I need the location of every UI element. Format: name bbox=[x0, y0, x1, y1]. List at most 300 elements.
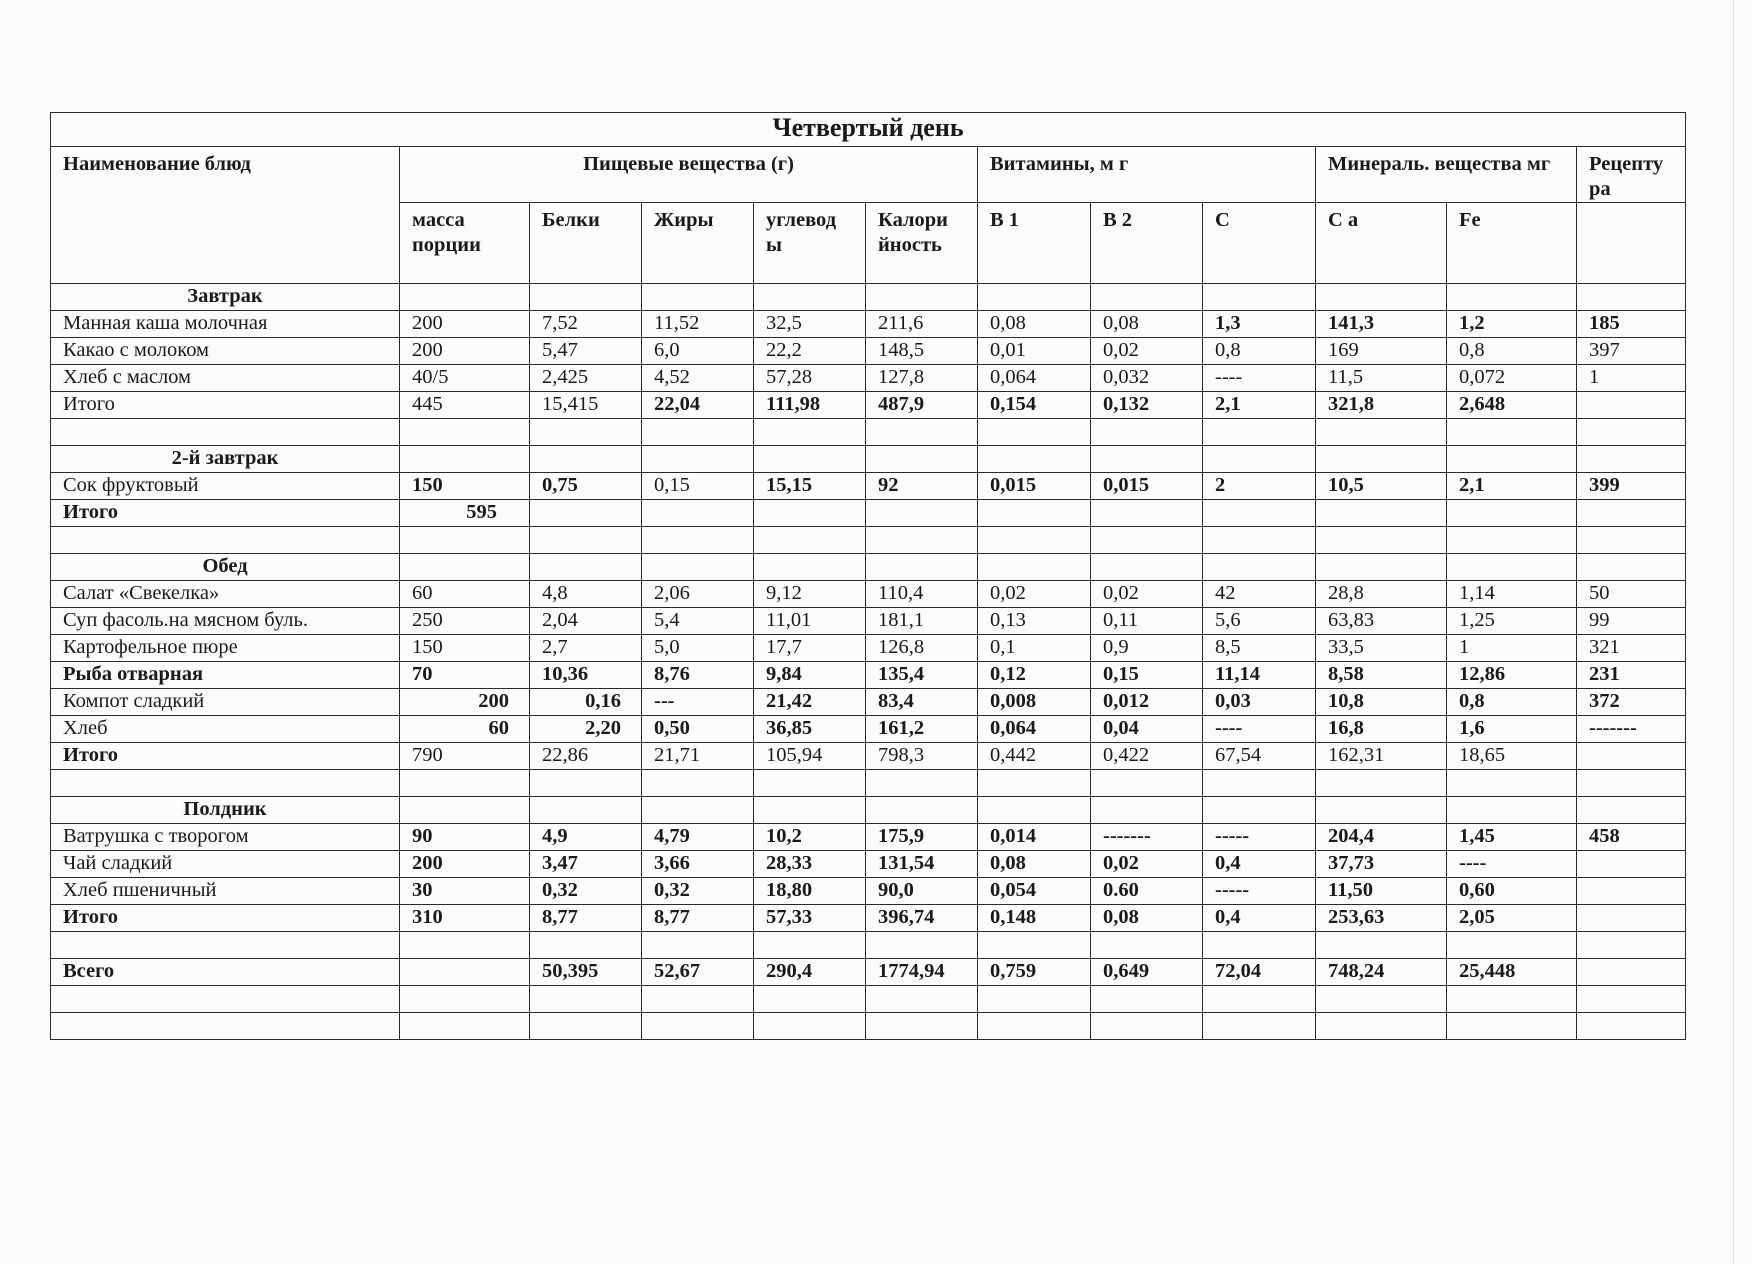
cell-c: 0,4 bbox=[1203, 905, 1316, 932]
header-nutrients: Пищевые вещества (г) bbox=[400, 147, 978, 203]
cell-carbs: 111,98 bbox=[754, 392, 866, 419]
table-row bbox=[51, 500, 1686, 527]
header-fe: Fe bbox=[1447, 203, 1577, 284]
cell-protein: 0,16 bbox=[530, 689, 642, 716]
cell-b2 bbox=[1091, 500, 1203, 527]
total-mass bbox=[400, 959, 530, 986]
cell-ca: 253,63 bbox=[1316, 905, 1447, 932]
empty-cell bbox=[1203, 554, 1316, 581]
empty-cell bbox=[1577, 284, 1686, 311]
empty-cell bbox=[1091, 770, 1203, 797]
cell-carbs: 17,7 bbox=[754, 635, 866, 662]
header-row-main bbox=[51, 147, 1686, 203]
cell-b1: 0,442 bbox=[978, 743, 1091, 770]
empty-cell bbox=[1577, 1013, 1686, 1040]
empty-cell bbox=[1203, 284, 1316, 311]
cell-carbs: 36,85 bbox=[754, 716, 866, 743]
header-protein: Белки bbox=[530, 203, 642, 284]
cell-mass: 200 bbox=[400, 851, 530, 878]
empty-cell bbox=[1447, 527, 1577, 554]
empty-cell bbox=[1577, 797, 1686, 824]
empty-cell bbox=[1203, 446, 1316, 473]
cell-name: Какао с молоком bbox=[51, 338, 400, 365]
empty-cell bbox=[1316, 446, 1447, 473]
cell-b1: 0,008 bbox=[978, 689, 1091, 716]
cell-kcal: 211,6 bbox=[866, 311, 978, 338]
section-title: Полдник bbox=[51, 797, 400, 824]
cell-fat: 5,4 bbox=[642, 608, 754, 635]
cell-fe: 1 bbox=[1447, 635, 1577, 662]
cell-name: Ватрушка с творогом bbox=[51, 824, 400, 851]
empty-cell bbox=[642, 797, 754, 824]
cell-recipe: 99 bbox=[1577, 608, 1686, 635]
cell-c: 0,8 bbox=[1203, 338, 1316, 365]
empty-cell bbox=[1091, 932, 1203, 959]
empty-cell bbox=[642, 1013, 754, 1040]
empty-cell bbox=[1577, 446, 1686, 473]
cell-fe: 12,86 bbox=[1447, 662, 1577, 689]
empty-cell bbox=[1577, 986, 1686, 1013]
cell-ca: 11,50 bbox=[1316, 878, 1447, 905]
empty-cell bbox=[51, 932, 400, 959]
cell-fe: 0,8 bbox=[1447, 338, 1577, 365]
cell-b1: 0,12 bbox=[978, 662, 1091, 689]
cell-kcal: 126,8 bbox=[866, 635, 978, 662]
empty-cell bbox=[1203, 986, 1316, 1013]
empty-cell bbox=[400, 770, 530, 797]
cell-fat bbox=[642, 500, 754, 527]
cell-fe: 1,14 bbox=[1447, 581, 1577, 608]
section-header-row bbox=[51, 554, 1686, 581]
empty-cell bbox=[530, 527, 642, 554]
empty-cell bbox=[400, 419, 530, 446]
cell-protein: 3,47 bbox=[530, 851, 642, 878]
cell-b1: 0,064 bbox=[978, 365, 1091, 392]
cell-b1: 0,08 bbox=[978, 851, 1091, 878]
empty-cell bbox=[530, 1013, 642, 1040]
empty-cell bbox=[1316, 419, 1447, 446]
cell-name: Суп фасоль.на мясном буль. bbox=[51, 608, 400, 635]
empty-cell bbox=[530, 419, 642, 446]
empty-cell bbox=[978, 554, 1091, 581]
cell-c: 2,1 bbox=[1203, 392, 1316, 419]
cell-b1: 0,064 bbox=[978, 716, 1091, 743]
section-title: 2-й завтрак bbox=[51, 446, 400, 473]
cell-fe: 2,1 bbox=[1447, 473, 1577, 500]
empty-cell bbox=[1316, 770, 1447, 797]
empty-cell bbox=[51, 1013, 400, 1040]
cell-mass: 60 bbox=[400, 581, 530, 608]
cell-protein: 2,04 bbox=[530, 608, 642, 635]
total-recipe bbox=[1577, 959, 1686, 986]
nutrition-table bbox=[50, 112, 1686, 1040]
empty-cell bbox=[1447, 446, 1577, 473]
table-row bbox=[51, 824, 1686, 851]
cell-fe: 2,648 bbox=[1447, 392, 1577, 419]
cell-mass: 40/5 bbox=[400, 365, 530, 392]
cell-recipe bbox=[1577, 500, 1686, 527]
cell-kcal: 175,9 bbox=[866, 824, 978, 851]
cell-mass: 250 bbox=[400, 608, 530, 635]
empty-cell bbox=[1316, 932, 1447, 959]
empty-cell bbox=[530, 770, 642, 797]
cell-c: ---- bbox=[1203, 716, 1316, 743]
empty-cell bbox=[1316, 1013, 1447, 1040]
cell-recipe: 231 bbox=[1577, 662, 1686, 689]
cell-recipe: 372 bbox=[1577, 689, 1686, 716]
cell-protein: 10,36 bbox=[530, 662, 642, 689]
empty-cell bbox=[866, 1013, 978, 1040]
empty-cell bbox=[400, 1013, 530, 1040]
empty-cell bbox=[1091, 1013, 1203, 1040]
cell-kcal: 92 bbox=[866, 473, 978, 500]
cell-mass: 310 bbox=[400, 905, 530, 932]
cell-kcal: 181,1 bbox=[866, 608, 978, 635]
cell-kcal: 161,2 bbox=[866, 716, 978, 743]
total-c: 72,04 bbox=[1203, 959, 1316, 986]
cell-fat: 8,77 bbox=[642, 905, 754, 932]
table-row bbox=[51, 392, 1686, 419]
cell-recipe: 399 bbox=[1577, 473, 1686, 500]
cell-ca: 10,8 bbox=[1316, 689, 1447, 716]
cell-mass: 445 bbox=[400, 392, 530, 419]
cell-kcal: 148,5 bbox=[866, 338, 978, 365]
header-c: С bbox=[1203, 203, 1316, 284]
empty-cell bbox=[754, 527, 866, 554]
cell-fat: 0,15 bbox=[642, 473, 754, 500]
empty-cell bbox=[530, 797, 642, 824]
cell-mass: 790 bbox=[400, 743, 530, 770]
cell-carbs: 105,94 bbox=[754, 743, 866, 770]
cell-protein: 2,20 bbox=[530, 716, 642, 743]
cell-ca: 10,5 bbox=[1316, 473, 1447, 500]
cell-ca bbox=[1316, 500, 1447, 527]
cell-protein: 5,47 bbox=[530, 338, 642, 365]
empty-cell bbox=[1447, 932, 1577, 959]
empty-cell bbox=[978, 284, 1091, 311]
cell-fe: 0,8 bbox=[1447, 689, 1577, 716]
cell-name: Хлеб bbox=[51, 716, 400, 743]
header-ca: С а bbox=[1316, 203, 1447, 284]
cell-ca: 37,73 bbox=[1316, 851, 1447, 878]
cell-fe: 18,65 bbox=[1447, 743, 1577, 770]
cell-fe: 2,05 bbox=[1447, 905, 1577, 932]
table-row bbox=[51, 608, 1686, 635]
cell-fe: 1,2 bbox=[1447, 311, 1577, 338]
empty-cell bbox=[1091, 284, 1203, 311]
section-header-row bbox=[51, 284, 1686, 311]
header-minerals: Минераль. вещества мг bbox=[1316, 147, 1577, 203]
cell-kcal: 396,74 bbox=[866, 905, 978, 932]
cell-c: 1,3 bbox=[1203, 311, 1316, 338]
cell-recipe bbox=[1577, 851, 1686, 878]
cell-b2: 0,9 bbox=[1091, 635, 1203, 662]
cell-ca: 11,5 bbox=[1316, 365, 1447, 392]
empty-cell bbox=[400, 446, 530, 473]
cell-fat: 4,79 bbox=[642, 824, 754, 851]
cell-protein: 4,8 bbox=[530, 581, 642, 608]
empty-cell bbox=[1447, 419, 1577, 446]
cell-name: Итого bbox=[51, 905, 400, 932]
spacer-row bbox=[51, 770, 1686, 797]
empty-cell bbox=[1203, 770, 1316, 797]
empty-cell bbox=[51, 770, 400, 797]
cell-c: 0,03 bbox=[1203, 689, 1316, 716]
empty-cell bbox=[1577, 419, 1686, 446]
cell-b2: 0,422 bbox=[1091, 743, 1203, 770]
cell-fe: 0,072 bbox=[1447, 365, 1577, 392]
section-header-row bbox=[51, 797, 1686, 824]
empty-cell bbox=[642, 284, 754, 311]
header-calories: Калори йность bbox=[866, 203, 978, 284]
cell-fat: 0,50 bbox=[642, 716, 754, 743]
header-fat: Жиры bbox=[642, 203, 754, 284]
empty-cell bbox=[978, 986, 1091, 1013]
cell-carbs: 28,33 bbox=[754, 851, 866, 878]
cell-fe: 1,45 bbox=[1447, 824, 1577, 851]
cell-recipe: 50 bbox=[1577, 581, 1686, 608]
empty-cell bbox=[400, 527, 530, 554]
cell-carbs: 11,01 bbox=[754, 608, 866, 635]
cell-fat: 21,71 bbox=[642, 743, 754, 770]
cell-ca: 63,83 bbox=[1316, 608, 1447, 635]
cell-mass: 595 bbox=[400, 500, 530, 527]
cell-recipe bbox=[1577, 743, 1686, 770]
empty-cell bbox=[754, 797, 866, 824]
spacer-row bbox=[51, 986, 1686, 1013]
empty-cell bbox=[754, 932, 866, 959]
cell-b1: 0,054 bbox=[978, 878, 1091, 905]
cell-fat: 2,06 bbox=[642, 581, 754, 608]
cell-protein: 7,52 bbox=[530, 311, 642, 338]
cell-recipe: 185 bbox=[1577, 311, 1686, 338]
cell-mass: 60 bbox=[400, 716, 530, 743]
cell-protein: 15,415 bbox=[530, 392, 642, 419]
cell-protein bbox=[530, 500, 642, 527]
cell-name: Итого bbox=[51, 743, 400, 770]
cell-c: 8,5 bbox=[1203, 635, 1316, 662]
header-vitamins: Витамины, м г bbox=[978, 147, 1316, 203]
empty-cell bbox=[642, 527, 754, 554]
table-row bbox=[51, 851, 1686, 878]
empty-cell bbox=[1577, 770, 1686, 797]
empty-cell bbox=[1447, 797, 1577, 824]
cell-b2: 0,11 bbox=[1091, 608, 1203, 635]
empty-cell bbox=[1203, 527, 1316, 554]
cell-b2: 0,04 bbox=[1091, 716, 1203, 743]
empty-cell bbox=[530, 284, 642, 311]
cell-ca: 33,5 bbox=[1316, 635, 1447, 662]
cell-b2: 0,08 bbox=[1091, 311, 1203, 338]
cell-b1: 0,02 bbox=[978, 581, 1091, 608]
cell-kcal: 135,4 bbox=[866, 662, 978, 689]
empty-cell bbox=[866, 986, 978, 1013]
cell-mass: 150 bbox=[400, 473, 530, 500]
cell-kcal bbox=[866, 500, 978, 527]
cell-carbs: 18,80 bbox=[754, 878, 866, 905]
total-kcal: 1774,94 bbox=[866, 959, 978, 986]
total-ca: 748,24 bbox=[1316, 959, 1447, 986]
cell-recipe: ------- bbox=[1577, 716, 1686, 743]
cell-recipe: 321 bbox=[1577, 635, 1686, 662]
cell-name: Итого bbox=[51, 392, 400, 419]
header-recipe-blank bbox=[1577, 203, 1686, 284]
empty-cell bbox=[1447, 770, 1577, 797]
cell-recipe: 458 bbox=[1577, 824, 1686, 851]
cell-recipe: 1 bbox=[1577, 365, 1686, 392]
total-row bbox=[51, 959, 1686, 986]
empty-cell bbox=[1316, 527, 1447, 554]
cell-b1: 0,01 bbox=[978, 338, 1091, 365]
total-name: Всего bbox=[51, 959, 400, 986]
table-row bbox=[51, 878, 1686, 905]
cell-protein: 2,7 bbox=[530, 635, 642, 662]
empty-cell bbox=[1316, 284, 1447, 311]
empty-cell bbox=[530, 446, 642, 473]
empty-cell bbox=[642, 554, 754, 581]
cell-b2: ------- bbox=[1091, 824, 1203, 851]
spacer-row bbox=[51, 527, 1686, 554]
empty-cell bbox=[1091, 797, 1203, 824]
empty-cell bbox=[1577, 932, 1686, 959]
cell-protein: 8,77 bbox=[530, 905, 642, 932]
total-fat: 52,67 bbox=[642, 959, 754, 986]
section-title: Обед bbox=[51, 554, 400, 581]
empty-cell bbox=[978, 419, 1091, 446]
cell-c: 67,54 bbox=[1203, 743, 1316, 770]
section-title: Завтрак bbox=[51, 284, 400, 311]
empty-cell bbox=[1447, 986, 1577, 1013]
total-protein: 50,395 bbox=[530, 959, 642, 986]
empty-cell bbox=[400, 554, 530, 581]
empty-cell bbox=[1447, 284, 1577, 311]
cell-recipe bbox=[1577, 392, 1686, 419]
cell-ca: 204,4 bbox=[1316, 824, 1447, 851]
cell-carbs bbox=[754, 500, 866, 527]
cell-b1: 0,014 bbox=[978, 824, 1091, 851]
cell-kcal: 487,9 bbox=[866, 392, 978, 419]
cell-name: Рыба отварная bbox=[51, 662, 400, 689]
header-mass: масса порции bbox=[400, 203, 530, 284]
empty-cell bbox=[866, 419, 978, 446]
cell-carbs: 32,5 bbox=[754, 311, 866, 338]
empty-cell bbox=[978, 527, 1091, 554]
header-dish-name: Наименование блюд bbox=[51, 147, 400, 284]
cell-fat: 22,04 bbox=[642, 392, 754, 419]
spacer-row bbox=[51, 932, 1686, 959]
empty-cell bbox=[400, 284, 530, 311]
cell-ca: 141,3 bbox=[1316, 311, 1447, 338]
table-row bbox=[51, 365, 1686, 392]
cell-fe: 1,25 bbox=[1447, 608, 1577, 635]
cell-c: ----- bbox=[1203, 824, 1316, 851]
cell-mass: 150 bbox=[400, 635, 530, 662]
cell-c: 11,14 bbox=[1203, 662, 1316, 689]
cell-b2: 0,012 bbox=[1091, 689, 1203, 716]
empty-cell bbox=[754, 554, 866, 581]
empty-cell bbox=[754, 770, 866, 797]
cell-name: Хлеб пшеничный bbox=[51, 878, 400, 905]
cell-mass: 200 bbox=[400, 689, 530, 716]
cell-fat: 8,76 bbox=[642, 662, 754, 689]
total-fe: 25,448 bbox=[1447, 959, 1577, 986]
cell-c: ---- bbox=[1203, 365, 1316, 392]
empty-cell bbox=[1203, 1013, 1316, 1040]
cell-mass: 200 bbox=[400, 311, 530, 338]
cell-protein: 2,425 bbox=[530, 365, 642, 392]
cell-name: Картофельное пюре bbox=[51, 635, 400, 662]
cell-name: Сок фруктовый bbox=[51, 473, 400, 500]
table-row bbox=[51, 581, 1686, 608]
empty-cell bbox=[642, 986, 754, 1013]
cell-mass: 70 bbox=[400, 662, 530, 689]
header-b1: В 1 bbox=[978, 203, 1091, 284]
table-row bbox=[51, 689, 1686, 716]
table-row bbox=[51, 635, 1686, 662]
empty-cell bbox=[1091, 554, 1203, 581]
table-row bbox=[51, 716, 1686, 743]
table-row bbox=[51, 743, 1686, 770]
cell-name: Манная каша молочная bbox=[51, 311, 400, 338]
table-row bbox=[51, 473, 1686, 500]
empty-cell bbox=[866, 932, 978, 959]
cell-b1: 0,08 bbox=[978, 311, 1091, 338]
cell-carbs: 22,2 bbox=[754, 338, 866, 365]
table-row bbox=[51, 662, 1686, 689]
empty-cell bbox=[51, 986, 400, 1013]
empty-cell bbox=[978, 932, 1091, 959]
cell-ca: 8,58 bbox=[1316, 662, 1447, 689]
cell-name: Салат «Свекелка» bbox=[51, 581, 400, 608]
empty-cell bbox=[400, 986, 530, 1013]
empty-cell bbox=[978, 797, 1091, 824]
cell-b2: 0,02 bbox=[1091, 851, 1203, 878]
empty-cell bbox=[1091, 527, 1203, 554]
empty-cell bbox=[1316, 986, 1447, 1013]
cell-ca: 321,8 bbox=[1316, 392, 1447, 419]
empty-cell bbox=[1316, 554, 1447, 581]
cell-b2: 0,032 bbox=[1091, 365, 1203, 392]
cell-protein: 4,9 bbox=[530, 824, 642, 851]
cell-ca: 28,8 bbox=[1316, 581, 1447, 608]
cell-name: Итого bbox=[51, 500, 400, 527]
cell-protein: 0,32 bbox=[530, 878, 642, 905]
cell-ca: 169 bbox=[1316, 338, 1447, 365]
empty-cell bbox=[400, 797, 530, 824]
cell-recipe bbox=[1577, 905, 1686, 932]
empty-cell bbox=[400, 932, 530, 959]
cell-kcal: 798,3 bbox=[866, 743, 978, 770]
table-row bbox=[51, 338, 1686, 365]
spacer-row bbox=[51, 419, 1686, 446]
cell-kcal: 110,4 bbox=[866, 581, 978, 608]
empty-cell bbox=[642, 419, 754, 446]
empty-cell bbox=[642, 770, 754, 797]
cell-carbs: 57,28 bbox=[754, 365, 866, 392]
cell-ca: 162,31 bbox=[1316, 743, 1447, 770]
empty-cell bbox=[642, 446, 754, 473]
cell-kcal: 90,0 bbox=[866, 878, 978, 905]
empty-cell bbox=[1447, 1013, 1577, 1040]
cell-fe: ---- bbox=[1447, 851, 1577, 878]
empty-cell bbox=[1091, 419, 1203, 446]
cell-carbs: 21,42 bbox=[754, 689, 866, 716]
cell-b1: 0,154 bbox=[978, 392, 1091, 419]
cell-b1: 0,1 bbox=[978, 635, 1091, 662]
cell-protein: 22,86 bbox=[530, 743, 642, 770]
cell-b1 bbox=[978, 500, 1091, 527]
cell-carbs: 9,84 bbox=[754, 662, 866, 689]
